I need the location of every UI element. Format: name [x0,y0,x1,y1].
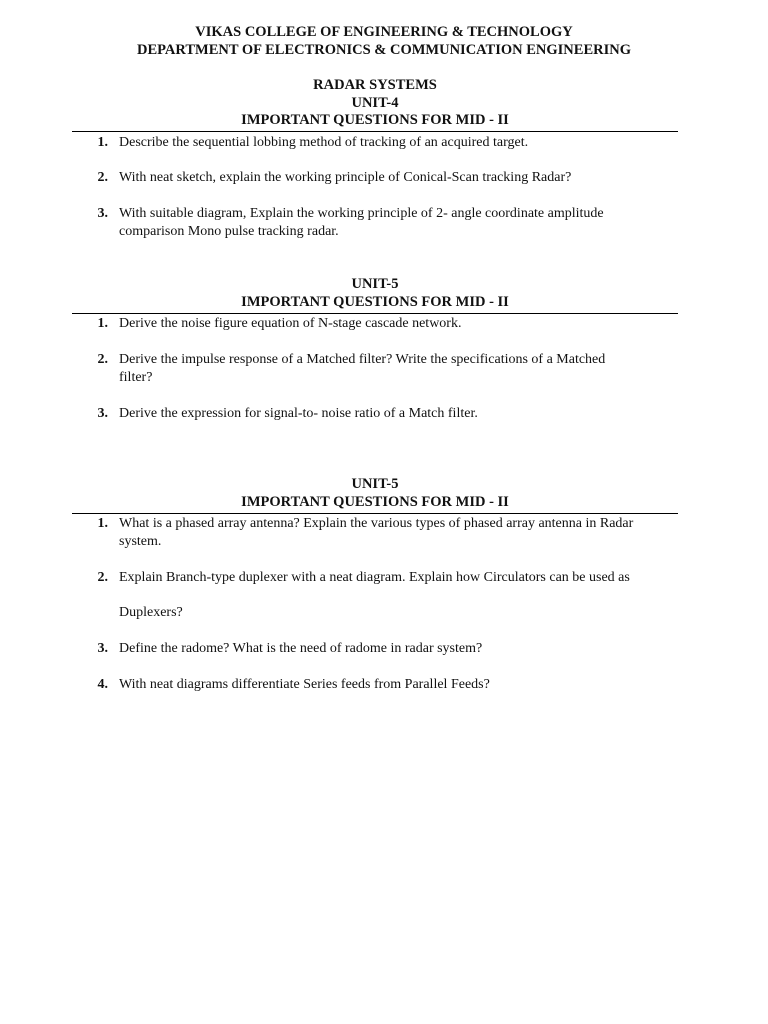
question-text-line: What is a phased array antenna? Explain the various types of phased array antenna in Radar [119,516,634,531]
unit-label: UNIT-4 [351,94,399,111]
question-number: 1. [97,316,108,331]
question-text-line: filter? [119,370,153,385]
unit-label: UNIT-5 [351,276,399,292]
question-text: Define the radome? What is the need of radome in radar system? [119,641,483,656]
department-name: DEPARTMENT OF ELECTRONICS & COMMUNICATION ENGINEERING [136,42,631,58]
question-number: 3. [97,641,108,656]
unit-label: UNIT-5 [351,476,399,492]
question-number: 2. [97,170,108,185]
question-text-line: With suitable diagram, Explain the working principle of 2- angle coordinate amplitude [119,206,604,221]
question-text: Derive the noise figure equation of N-stage cascade network. [119,316,462,331]
subject-title: RADAR SYSTEMS [313,77,437,93]
section-divider [72,513,678,514]
question-text-line: comparison Mono pulse tracking radar. [119,224,339,239]
question-text: Derive the expression for signal-to- noise ratio of a Match filter. [119,406,478,421]
question-number: 3. [97,206,108,221]
college-name: VIKAS COLLEGE OF ENGINEERING & TECHNOLOGY [195,24,573,40]
question-text-line: Derive the impulse response of a Matched filter? Write the specifications of a Matched [119,352,606,367]
question-number: 1. [97,516,108,531]
question-number: 2. [97,352,108,367]
section-heading: IMPORTANT QUESTIONS FOR MID - II [241,293,509,310]
question-text: With neat sketch, explain the working principle of Conical-Scan tracking Radar? [119,170,572,185]
question-text-line: Explain Branch-type duplexer with a neat diagram. Explain how Circulators can be used as [119,570,630,585]
question-text-line: system. [119,534,162,549]
question-text: With neat diagrams differentiate Series feeds from Parallel Feeds? [119,677,490,692]
question-number: 2. [97,570,108,585]
question-text: Describe the sequential lobbing method of tracking of an acquired target. [119,135,529,150]
question-number: 4. [97,677,108,692]
question-number: 1. [97,135,108,150]
section-divider [72,131,678,132]
section-heading: IMPORTANT QUESTIONS FOR MID - II [241,112,509,128]
question-number: 3. [97,406,108,421]
question-text-line: Duplexers? [119,605,183,620]
section-divider [72,313,678,314]
section-heading: IMPORTANT QUESTIONS FOR MID - II [241,493,509,510]
